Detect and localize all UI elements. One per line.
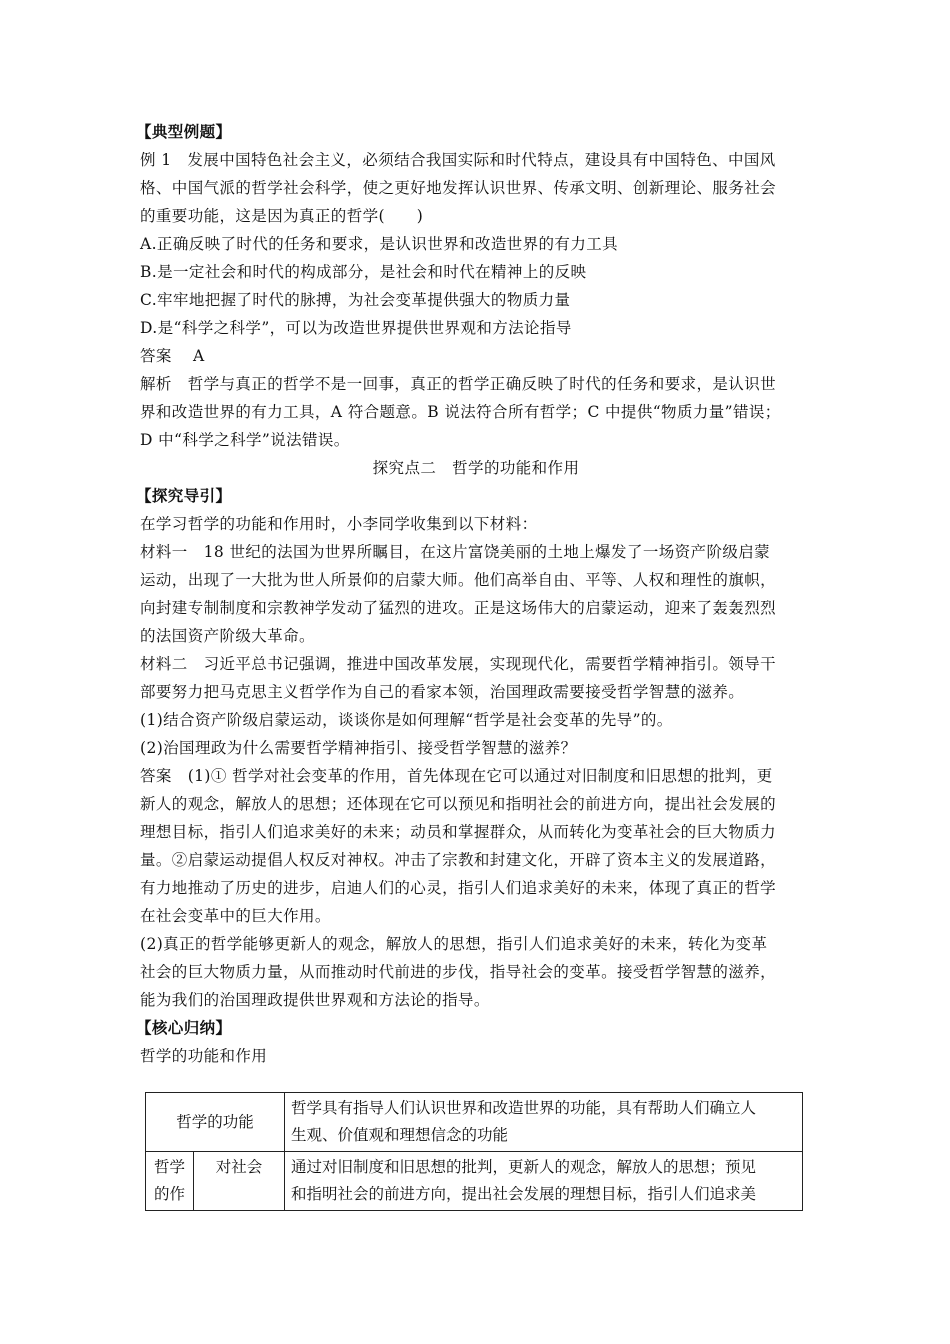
section-title: 探究点二 哲学的功能和作用 xyxy=(372,459,580,477)
table-cell-line: 和指明社会的前进方向，提出社会发展的理想目标，指引人们追求美 xyxy=(291,1185,757,1203)
material1-line: 的法国资产阶级大革命。 xyxy=(140,627,315,645)
analysis-line: D 中“科学之科学”说法错误。 xyxy=(140,431,350,449)
material1-line: 向封建专制制度和宗教神学发动了猛烈的进攻。正是这场伟大的启蒙运动，迎来了轰轰烈烈 xyxy=(140,599,777,617)
table-cell-label: 哲学的功能 xyxy=(146,1093,285,1152)
table-cell-sublabel: 对社会 xyxy=(194,1152,285,1211)
document-body xyxy=(136,118,812,1070)
summary-table xyxy=(145,1092,803,1211)
table-cell-text xyxy=(285,1152,803,1211)
material1-line: 运动，出现了一大批为世人所景仰的启蒙大师。他们高举自由、平等、人权和理性的旗帜， xyxy=(140,571,777,589)
analysis-line: 解析 哲学与真正的哲学不是一回事，真正的哲学正确反映了时代的任务和要求，是认识世 xyxy=(140,375,777,393)
answer2-line: 社会的巨大物质力量，从而推动时代前进的步伐，指导社会的变革。接受哲学智慧的滋养， xyxy=(140,963,777,981)
core-subtitle: 哲学的功能和作用 xyxy=(140,1047,268,1065)
analysis-line: 界和改造世界的有力工具，A 符合题意。B 说法符合所有哲学；C 中提供“物质力量”错误； xyxy=(140,403,781,421)
example-heading: 【典型例题】 xyxy=(136,122,232,141)
answer1-line: 量。②启蒙运动提倡人权反对神权。冲击了宗教和封建文化，开辟了资本主义的发展道路， xyxy=(140,851,777,869)
material2-line: 部要努力把马克思主义哲学作为自己的看家本领，治国理政需要接受哲学智慧的滋养。 xyxy=(140,683,745,701)
table-cell-line: 哲学具有指导人们认识世界和改造世界的功能，具有帮助人们确立人 xyxy=(291,1099,757,1117)
example-question-line: 例 1 发展中国特色社会主义，必须结合我国实际和时代特点，建设具有中国特色、中国风 xyxy=(140,151,776,169)
option-a: A.正确反映了时代的任务和要求，是认识世界和改造世界的有力工具 xyxy=(140,235,619,253)
answer1-line: 在社会变革中的巨大作用。 xyxy=(140,907,331,925)
option-b: B.是一定社会和时代的构成部分，是社会和时代在精神上的反映 xyxy=(140,263,587,281)
table-cell-label xyxy=(146,1152,194,1211)
table-cell-line: 通过对旧制度和旧思想的批判，更新人的观念，解放人的思想；预见 xyxy=(291,1158,757,1176)
answer1-line: 理想目标，指引人们追求美好的未来；动员和掌握群众，从而转化为变革社会的巨大物质力 xyxy=(140,823,777,841)
table-row xyxy=(146,1152,803,1211)
core-heading: 【核心归纳】 xyxy=(136,1018,232,1037)
example-question-line: 的重要功能，这是因为真正的哲学( ) xyxy=(140,207,424,225)
table-cell-line: 哲学 xyxy=(154,1158,186,1176)
answer1-line: 新人的观念，解放人的思想；还体现在它可以预见和指明社会的前进方向，提出社会发展的 xyxy=(140,795,777,813)
option-d: D.是“科学之科学”，可以为改造世界提供世界观和方法论指导 xyxy=(140,319,572,337)
material2-line: 材料二 习近平总书记强调，推进中国改革发展，实现现代化，需要哲学精神指引。领导干 xyxy=(140,655,777,673)
answer1-line: 答案 (1)① 哲学对社会变革的作用，首先体现在它可以通过对旧制度和旧思想的批判，更 xyxy=(140,767,773,785)
table-cell-text xyxy=(285,1093,803,1152)
intro-text: 在学习哲学的功能和作用时，小李同学收集到以下材料： xyxy=(140,515,538,533)
question-2: (2)治国理政为什么需要哲学精神指引、接受哲学智慧的滋养？ xyxy=(140,739,577,757)
table-cell-line: 生观、价值观和理想信念的功能 xyxy=(291,1126,509,1144)
answer2-line: 能为我们的治国理政提供世界观和方法论的指导。 xyxy=(140,991,490,1009)
guide-heading: 【探究导引】 xyxy=(136,486,232,505)
question-1: (1)结合资产阶级启蒙运动，谈谈你是如何理解“哲学是社会变革的先导”的。 xyxy=(140,711,673,729)
material1-line: 材料一 18 世纪的法国为世界所瞩目，在这片富饶美丽的土地上爆发了一场资产阶级启蒙 xyxy=(140,543,771,561)
example-answer: 答案 A xyxy=(140,347,205,365)
answer2-line: (2)真正的哲学能够更新人的观念，解放人的思想，指引人们追求美好的未来，转化为变革 xyxy=(140,935,768,953)
example-question-line: 格、中国气派的哲学社会科学，使之更好地发挥认识世界、传承文明、创新理论、服务社会 xyxy=(140,179,777,197)
table-cell-line: 的作 xyxy=(154,1185,186,1203)
answer1-line: 有力地推动了历史的进步，启迪人们的心灵，指引人们追求美好的未来，体现了真正的哲学 xyxy=(140,879,777,897)
option-c: C.牢牢地把握了时代的脉搏，为社会变革提供强大的物质力量 xyxy=(140,291,571,309)
table-row xyxy=(146,1093,803,1152)
